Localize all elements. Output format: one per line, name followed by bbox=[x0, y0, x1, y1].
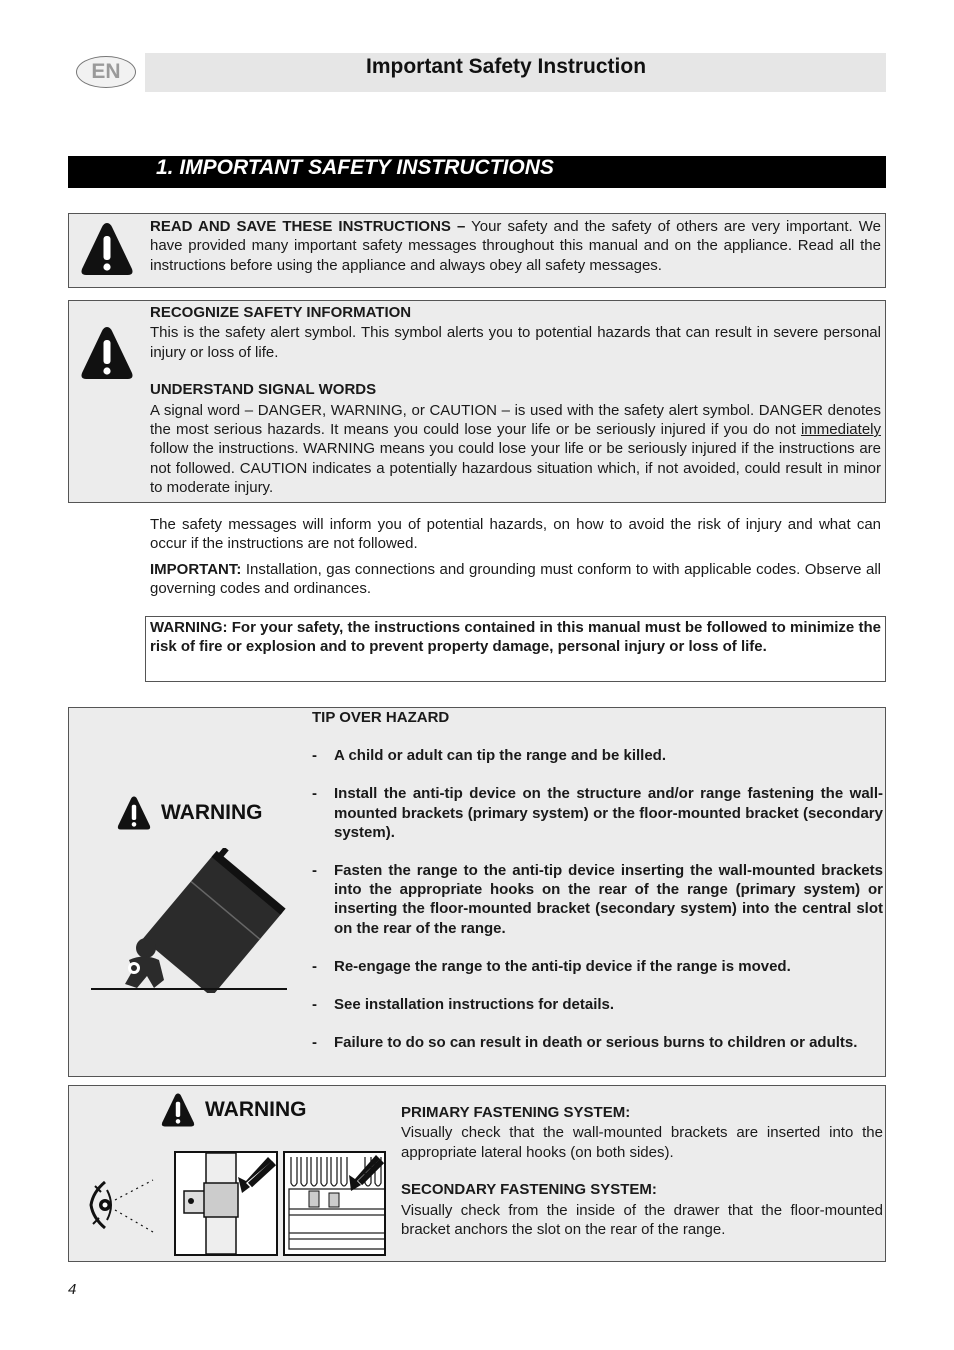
wall-bracket-illustration bbox=[174, 1151, 278, 1256]
list-item bbox=[312, 995, 883, 1014]
read-save-lead: READ AND SAVE THESE INSTRUCTIONS – bbox=[150, 218, 466, 235]
tip-over-box bbox=[68, 707, 886, 1077]
signal-words-text bbox=[150, 401, 881, 498]
tip-over-content bbox=[312, 708, 883, 1052]
alert-triangle-icon bbox=[159, 1091, 197, 1129]
recognize-text: This is the safety alert symbol. This symbol alerts you to potential hazards that can result in severe personal injury or loss of life. bbox=[150, 324, 881, 361]
list-item bbox=[312, 957, 883, 976]
list-item bbox=[312, 784, 883, 842]
read-save-body: Your safety and the safety of others are very important. We have provided many important safety messages throughout this manual and on the appliance. Read all the instructions before using the appliance and always obey all safety messages. bbox=[150, 218, 882, 274]
list-item-text: A child or adult can tip the range and be killed. bbox=[334, 747, 666, 765]
oven-rear-illustration bbox=[283, 1151, 386, 1256]
eye-icon bbox=[85, 1170, 157, 1245]
list-dash: - bbox=[312, 1034, 317, 1052]
list-item bbox=[312, 1033, 883, 1052]
list-item-text: Failure to do so can result in death or serious burns to children or adults. bbox=[334, 1034, 858, 1052]
safety-info-content bbox=[150, 303, 881, 498]
list-item-text: Install the anti-tip device on the structure and/or range fastening the wall-mounted brackets (primary system) or the floor-mounted bracket (secondary system). bbox=[334, 785, 883, 841]
list-dash: - bbox=[312, 862, 317, 880]
list-item-text: Fasten the range to the anti-tip device inserting the wall-mounted brackets into the appropriate hooks on the rear of the range (primary system) or inserting the floor-mounted bracket (secondary system) into the central slot on the rear of the range. bbox=[334, 862, 883, 937]
list-dash: - bbox=[312, 747, 317, 765]
safety-messages-paragraph: The safety messages will inform you of potential hazards, on how to avoid the risk of injury and what can occur if the instructions are not followed. bbox=[150, 516, 881, 553]
signal-words-text-a: A signal word – DANGER, WARNING, or CAUTION – is used with the safety alert symbol. DANGER denotes the most serious hazards. It means you could lose your life or be seriously injured if you do not bbox=[150, 401, 881, 439]
list-item bbox=[312, 861, 883, 938]
fastening-warning-header bbox=[159, 1091, 307, 1129]
fastening-box bbox=[68, 1085, 886, 1262]
tip-over-list bbox=[312, 746, 883, 1052]
tip-over-title: TIP OVER HAZARD bbox=[312, 709, 450, 726]
read-save-box bbox=[68, 213, 886, 288]
alert-triangle-icon bbox=[79, 323, 135, 383]
list-item bbox=[312, 746, 883, 765]
important-label: IMPORTANT: bbox=[150, 561, 242, 578]
fire-warning-box bbox=[145, 616, 886, 682]
list-dash: - bbox=[312, 785, 317, 803]
signal-words-underline: immediately bbox=[800, 421, 881, 439]
secondary-heading: SECONDARY FASTENING SYSTEM: bbox=[401, 1181, 657, 1199]
signal-words-heading: UNDERSTAND SIGNAL WORDS bbox=[150, 381, 377, 399]
list-item-text: Re-engage the range to the anti-tip device if the range is moved. bbox=[334, 957, 791, 975]
signal-words-text-b: follow the instructions. WARNING means you could lose your life or be seriously injured if the instructions are not followed. CAUTION indicates a potentially hazardous situation which, if not avoided, could result in minor to moderate injury. bbox=[150, 440, 881, 497]
read-save-text bbox=[150, 217, 881, 275]
range-tip-over-illustration bbox=[89, 848, 291, 998]
list-item-text: See installation instructions for details. bbox=[334, 996, 615, 1014]
section-title: 1. IMPORTANT SAFETY INSTRUCTIONS bbox=[156, 156, 554, 179]
fire-warning-text: WARNING: For your safety, the instructions contained in this manual must be followed to minimize the risk of fire or explosion and to prevent property damage, personal injury or loss of life. bbox=[150, 619, 881, 656]
important-text: Installation, gas connections and grounding must conform to with applicable codes. Observe all governing codes and ordinances. bbox=[150, 561, 881, 598]
page-number: 4 bbox=[68, 1281, 77, 1298]
list-dash: - bbox=[312, 957, 317, 975]
list-dash: - bbox=[312, 996, 317, 1014]
section-heading bbox=[68, 156, 886, 188]
safety-info-box bbox=[68, 300, 886, 503]
alert-triangle-icon bbox=[115, 794, 153, 832]
language-badge: EN bbox=[76, 56, 136, 88]
recognize-heading: RECOGNIZE SAFETY INFORMATION bbox=[150, 304, 412, 321]
page-header bbox=[145, 53, 886, 92]
fastening-content bbox=[401, 1103, 883, 1239]
primary-heading: PRIMARY FASTENING SYSTEM: bbox=[401, 1104, 631, 1121]
header-title: Important Safety Instruction bbox=[366, 55, 647, 78]
important-paragraph bbox=[150, 560, 881, 599]
warning-label: WARNING bbox=[161, 801, 263, 824]
secondary-text: Visually check from the inside of the drawer that the floor-mounted bracket anchors the slot on the rear of the range. bbox=[401, 1201, 883, 1239]
alert-triangle-icon bbox=[79, 219, 135, 279]
primary-text: Visually check that the wall-mounted brackets are inserted into the appropriate lateral hooks (on both sides). bbox=[401, 1124, 883, 1161]
tip-over-warning-header bbox=[115, 794, 263, 832]
warning-label: WARNING bbox=[205, 1098, 307, 1121]
